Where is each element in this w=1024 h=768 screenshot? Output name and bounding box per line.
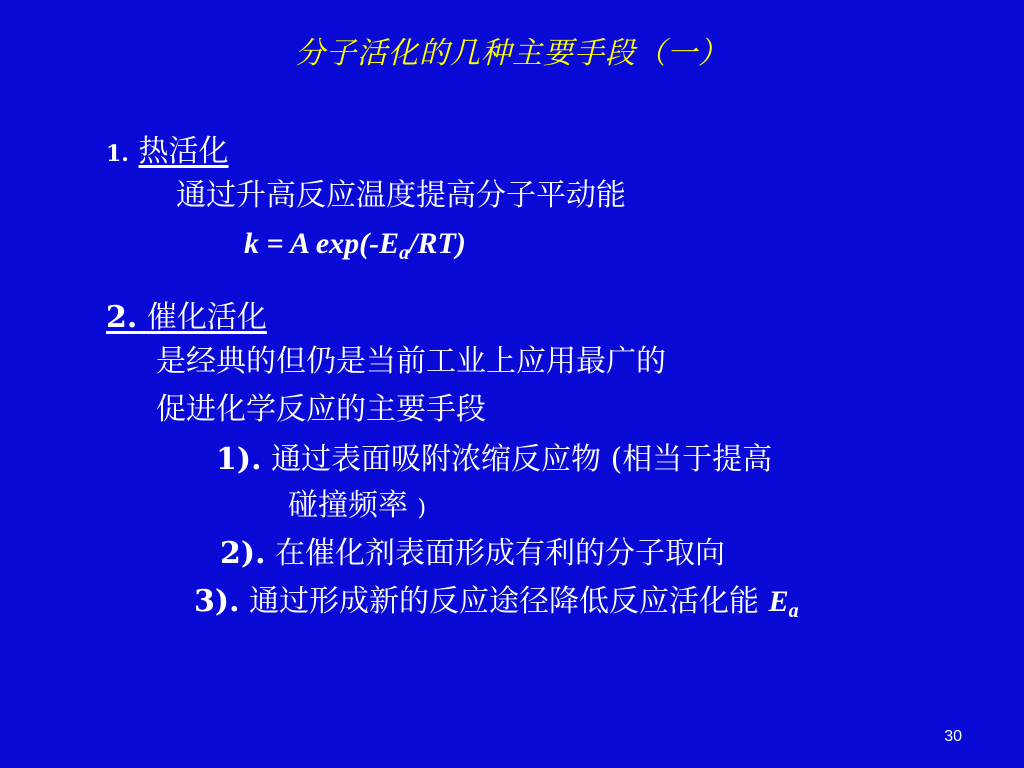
page-number: 30 xyxy=(944,728,962,745)
item-1-text-line2: 碰撞频率 xyxy=(288,488,408,523)
section-1-header xyxy=(106,134,229,172)
formula-subscript: a xyxy=(399,242,410,264)
formula-suffix: /RT) xyxy=(409,227,466,260)
catalysis-item-1-line2 xyxy=(288,488,426,527)
rate-formula xyxy=(244,226,466,271)
section-1-description: 通过升高反应温度提高分子平动能 xyxy=(176,178,626,213)
section-2-number: 2. xyxy=(106,300,138,335)
item-1-number: 1). xyxy=(216,442,262,477)
item-2-number: 2). xyxy=(220,536,266,571)
catalysis-item-3 xyxy=(194,584,799,629)
activation-energy-symbol: $E_a$ xyxy=(768,585,799,622)
slide-title: 分子活化的几种主要手段（一） xyxy=(295,36,729,71)
item-3-number: 3). xyxy=(194,584,240,619)
section-1-heading: 热活化 xyxy=(138,134,229,169)
section-2-heading: 催化活化 xyxy=(146,300,267,335)
item-1-text-line1: 通过表面吸附浓缩反应物 (相当于提高 xyxy=(271,442,773,477)
formula-prefix: k = A exp(-E xyxy=(244,227,400,260)
item-3-text: 通过形成新的反应途径降低反应活化能 xyxy=(249,584,760,619)
catalysis-item-1-line1 xyxy=(216,442,772,478)
item-1-closing: ) xyxy=(417,496,427,521)
section-2-description-line1: 是经典的但仍是当前工业上应用最广的 xyxy=(156,344,666,379)
section-2-header xyxy=(106,300,267,336)
item-2-text: 在催化剂表面形成有利的分子取向 xyxy=(275,536,726,571)
section-1-number: 1. xyxy=(106,141,129,167)
section-2-description-line2: 促进化学反应的主要手段 xyxy=(156,392,486,427)
catalysis-item-2 xyxy=(220,536,725,572)
